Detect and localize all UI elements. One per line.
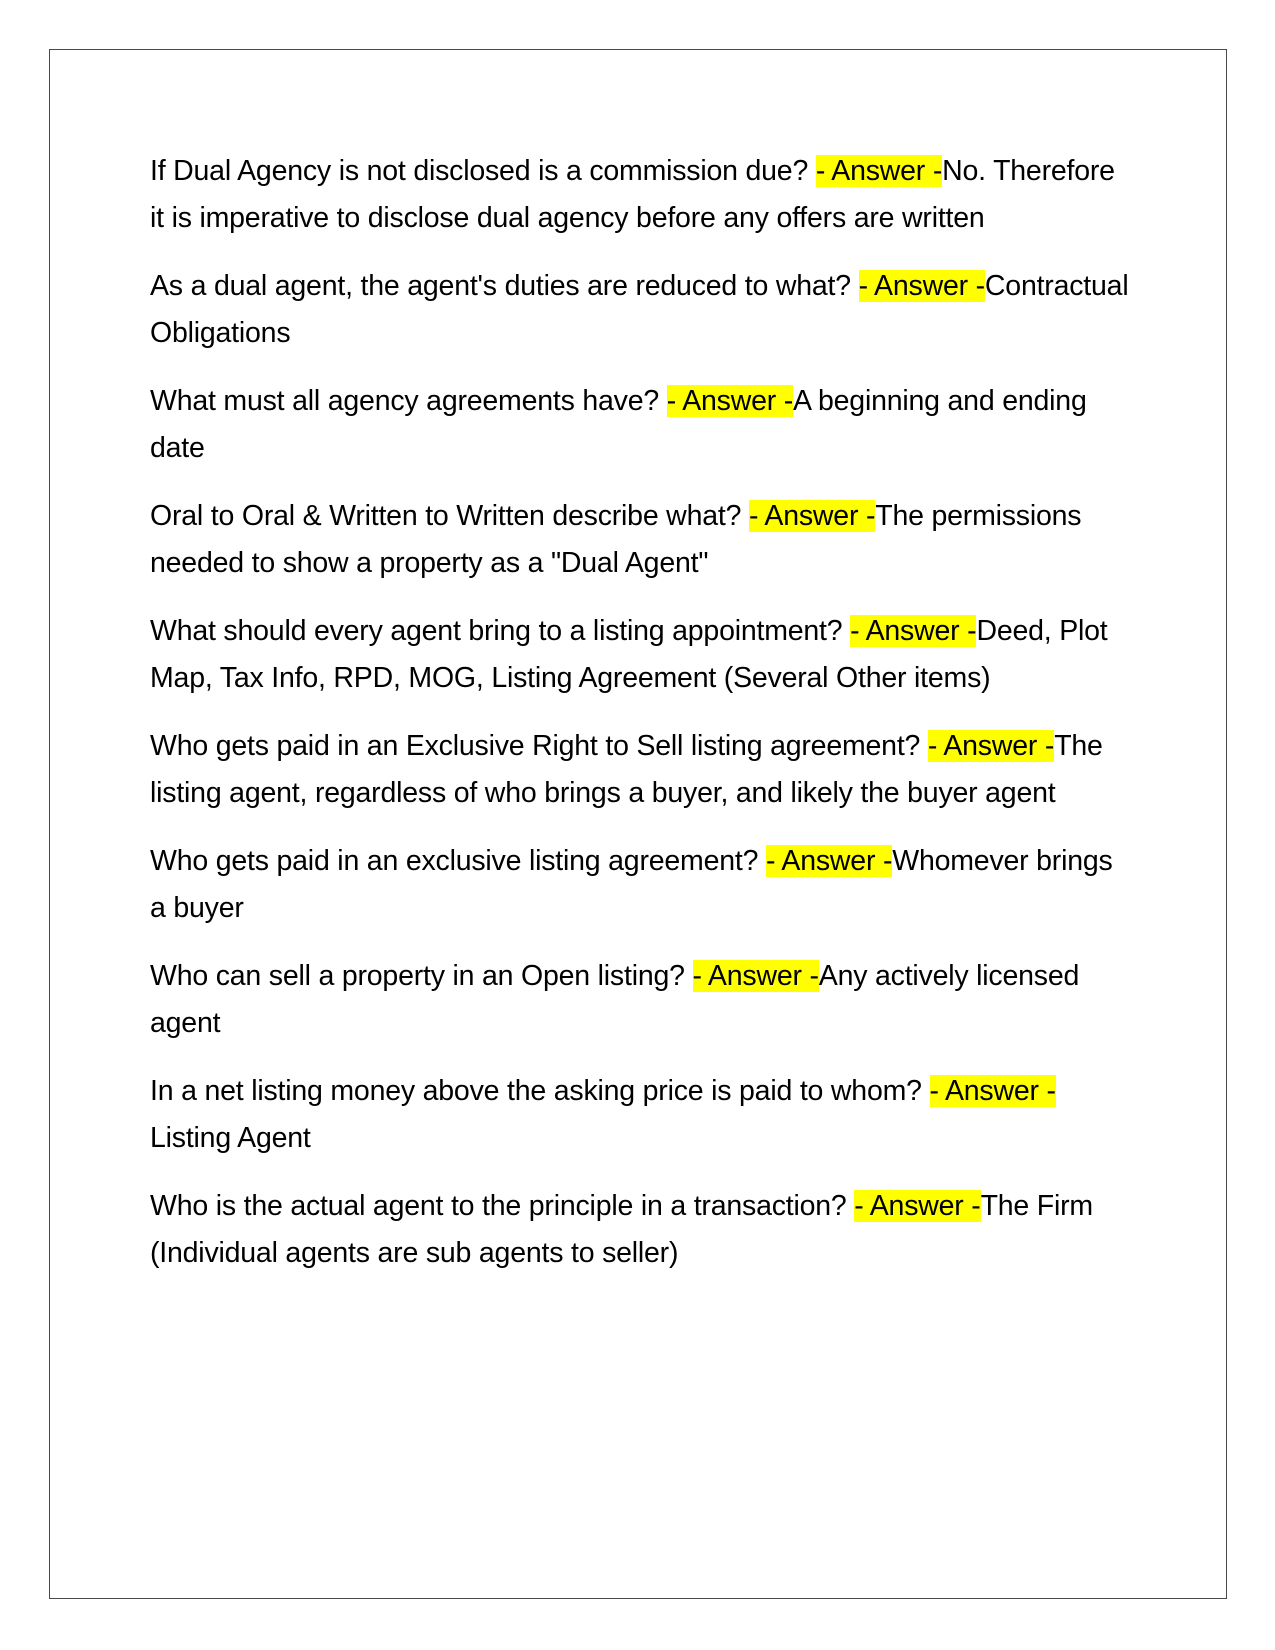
answer-text: Listing Agent (150, 1122, 311, 1154)
question-text: What must all agency agreements have? (150, 385, 667, 417)
question-text: Who can sell a property in an Open listing? (150, 960, 693, 992)
answer-text: The listing agent, regardless of who brings a buyer, and likely the buyer agent (150, 730, 1103, 809)
document-body (150, 148, 1130, 1298)
question-text: In a net listing money above the asking price is paid to whom? (150, 1075, 930, 1107)
answer-marker: - Answer - (850, 615, 977, 647)
qa-item (150, 1183, 1130, 1277)
answer-marker: - Answer - (927, 730, 1055, 762)
question-text: As a dual agent, the agent's duties are reduced to what? (150, 270, 859, 302)
qa-item (150, 493, 1130, 587)
answer-text: Deed, Plot Map, Tax Info, RPD, MOG, Listing Agreement (Several Other items) (150, 615, 1108, 694)
answer-marker: - Answer - (815, 155, 943, 187)
answer-marker: - Answer - (929, 1075, 1056, 1107)
qa-item (150, 953, 1130, 1047)
answer-text: The permissions needed to show a property as a "Dual Agent" (150, 500, 1082, 579)
question-text: Who is the actual agent to the principle in a transaction? (150, 1190, 855, 1222)
answer-marker: - Answer - (748, 500, 876, 532)
answer-marker: - Answer - (854, 1190, 981, 1222)
answer-marker: - Answer - (692, 960, 819, 992)
qa-item (150, 838, 1130, 932)
question-text: Oral to Oral & Written to Written describe what? (150, 500, 749, 532)
answer-text: Whomever brings a buyer (150, 845, 1113, 924)
qa-item (150, 263, 1130, 357)
qa-item (150, 378, 1130, 472)
answer-text: Contractual Obligations (150, 270, 1129, 349)
answer-text: The Firm (Individual agents are sub agents to seller) (150, 1190, 1093, 1269)
question-text: Who gets paid in an Exclusive Right to Sell listing agreement? (150, 730, 928, 762)
qa-item (150, 148, 1130, 242)
qa-item (150, 608, 1130, 702)
qa-item (150, 723, 1130, 817)
answer-text: A beginning and ending date (150, 385, 1087, 464)
answer-text: Any actively licensed agent (150, 960, 1080, 1039)
question-text: Who gets paid in an exclusive listing agreement? (150, 845, 766, 877)
question-text: If Dual Agency is not disclosed is a commission due? (150, 155, 816, 187)
qa-item (150, 1068, 1130, 1162)
answer-marker: - Answer - (858, 270, 985, 302)
answer-text: No. Therefore it is imperative to disclose dual agency before any offers are written (150, 155, 1115, 234)
question-text: What should every agent bring to a listing appointment? (150, 615, 851, 647)
answer-marker: - Answer - (765, 845, 893, 877)
answer-marker: - Answer - (666, 385, 794, 417)
